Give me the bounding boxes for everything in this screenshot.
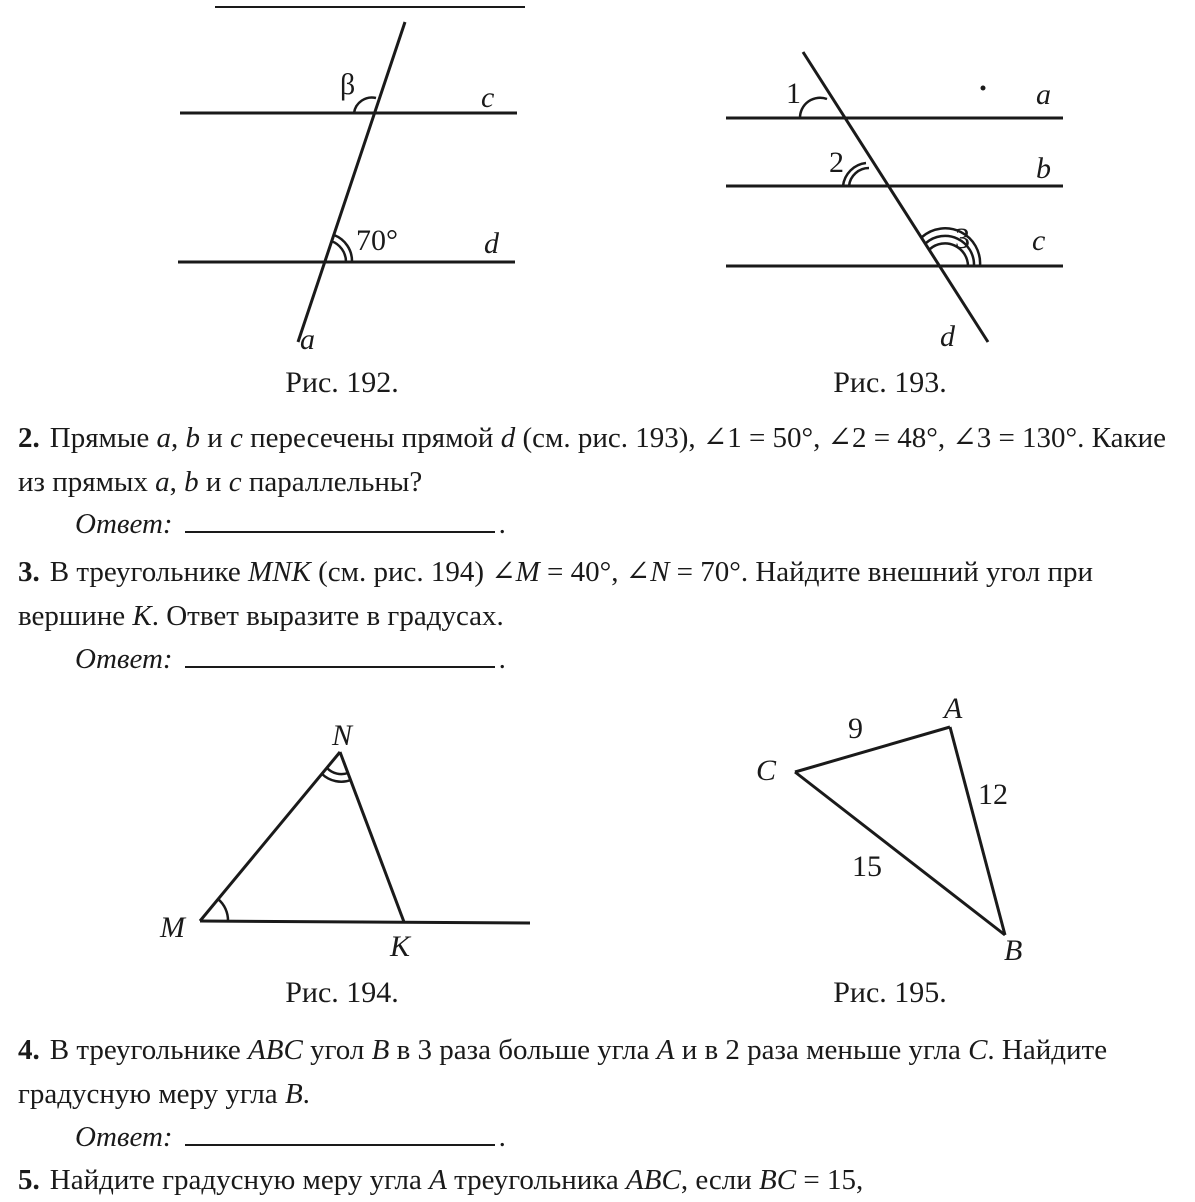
label-1: 1: [786, 77, 801, 110]
side-CB: [795, 772, 1005, 935]
text: и: [200, 422, 231, 454]
text: параллельны?: [241, 466, 423, 498]
var: MNK: [248, 556, 311, 588]
label-c: c: [1032, 224, 1046, 257]
answer-blank[interactable]: [185, 1118, 495, 1146]
text: = 40°, ∠: [539, 556, 651, 588]
answer-dot: .: [498, 1121, 506, 1153]
answer-4: [75, 1118, 506, 1154]
label-angle-70: 70°: [356, 224, 398, 257]
text: (см. рис. 193), ∠1 = 50°, ∠2 = 48°, ∠3 = 130°. Какие из прямых: [18, 422, 1166, 498]
answer-label: Ответ:: [75, 508, 173, 540]
text: пересечены прямой: [242, 422, 501, 454]
var: C: [968, 1034, 988, 1066]
text: В треугольнике: [49, 1034, 249, 1066]
var: ABC: [626, 1164, 681, 1196]
problem-number: 5.: [18, 1164, 40, 1196]
text: ,: [169, 466, 185, 498]
label-c: c: [481, 81, 495, 114]
text: = 15,: [796, 1164, 864, 1196]
label-B: B: [1004, 934, 1023, 967]
label-side-CA: 9: [848, 712, 863, 745]
label-side-AB: 12: [978, 778, 1008, 811]
var: d: [500, 422, 516, 454]
problem-4: [18, 1028, 1178, 1116]
label-d: d: [484, 227, 499, 260]
var: c: [230, 422, 243, 454]
text: и: [198, 466, 229, 498]
text: . Найдите градусную меру угла: [18, 1034, 1108, 1110]
var: a: [156, 422, 171, 454]
caption-194: Рис. 194.: [285, 976, 399, 1009]
text: угол: [302, 1034, 372, 1066]
problem-number: 2.: [18, 422, 40, 454]
var: A: [429, 1164, 447, 1196]
text: .: [302, 1078, 310, 1110]
label-b: b: [1036, 152, 1051, 185]
text: в 3 раза больше угла: [389, 1034, 657, 1066]
text: и в 2 раза меньше угла: [674, 1034, 969, 1066]
label-K: K: [390, 930, 411, 963]
var: b: [184, 466, 199, 498]
text: (см. рис. 194) ∠: [310, 556, 516, 588]
caption-192: Рис. 192.: [285, 366, 399, 399]
text: ,: [171, 422, 186, 454]
problem-5: [18, 1158, 1178, 1202]
label-a: a: [1036, 78, 1051, 111]
var: A: [656, 1034, 675, 1066]
var: M: [515, 556, 540, 588]
text: = 70°. Найдите внешний угол при вершине: [18, 556, 1094, 632]
text: Прямые: [49, 422, 157, 454]
label-d: d: [940, 320, 955, 353]
side-AB: [950, 727, 1005, 935]
text: треугольника: [446, 1164, 627, 1196]
var: c: [228, 466, 242, 498]
label-N: N: [332, 719, 353, 752]
caption-193: Рис. 193.: [833, 366, 947, 399]
label-side-CB: 15: [852, 850, 882, 883]
label-a: a: [300, 323, 315, 356]
side-CA: [795, 727, 950, 772]
label-C: C: [756, 754, 777, 787]
answer-dot: .: [498, 643, 506, 675]
text: В треугольнике: [49, 556, 249, 588]
label-3: 3: [955, 222, 970, 255]
var: B: [371, 1034, 390, 1066]
text: Найдите градусную меру угла: [49, 1164, 430, 1196]
answer-label: Ответ:: [75, 643, 173, 675]
var: B: [284, 1078, 303, 1110]
var: b: [185, 422, 200, 454]
problem-number: 4.: [18, 1034, 40, 1066]
text: . Ответ выразите в градусах.: [151, 600, 504, 632]
var: N: [650, 556, 670, 588]
label-M: M: [160, 911, 185, 944]
var: K: [132, 600, 152, 632]
answer-label: Ответ:: [75, 1121, 173, 1153]
answer-dot: .: [498, 508, 506, 540]
var: BC: [759, 1164, 797, 1196]
label-A: A: [944, 692, 963, 725]
caption-195: Рис. 195.: [833, 976, 947, 1009]
problem-number: 3.: [18, 556, 40, 588]
var: a: [155, 466, 170, 498]
text: , если: [680, 1164, 760, 1196]
label-2: 2: [829, 146, 844, 179]
var: ABC: [248, 1034, 303, 1066]
label-beta: β: [340, 68, 356, 101]
